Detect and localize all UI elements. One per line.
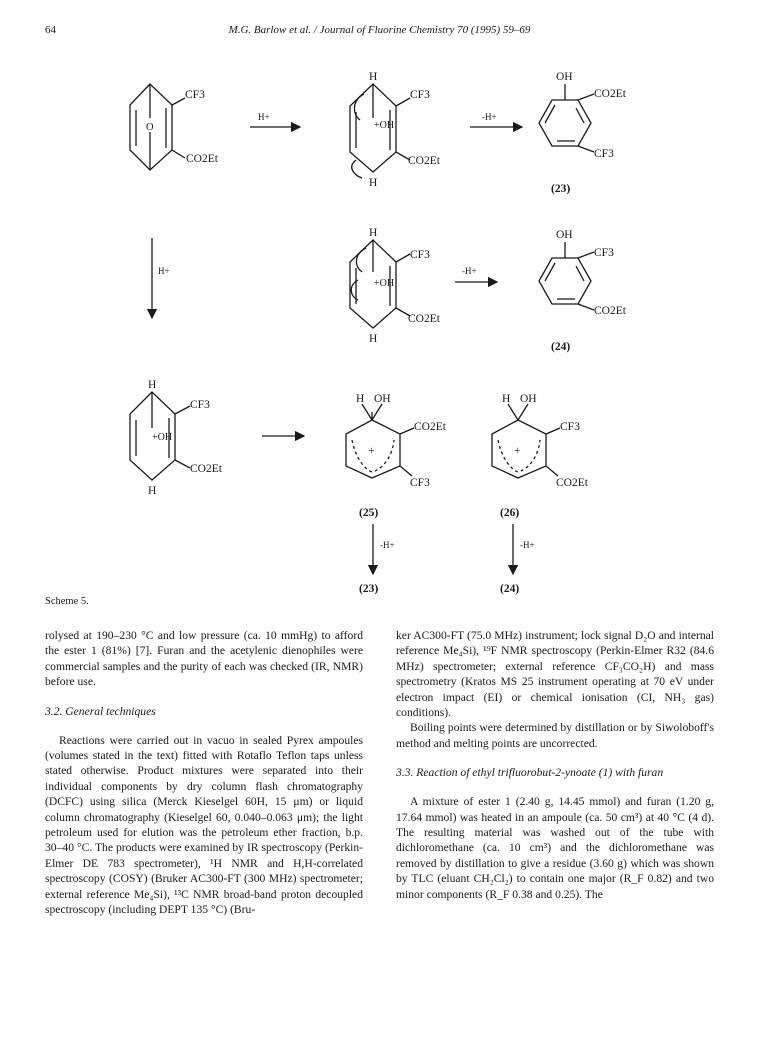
label-cf3-23: CF3 bbox=[594, 148, 614, 160]
label-cf3-b: CF3 bbox=[410, 249, 430, 261]
paragraph-general-techniques: Reactions were carried out in vacuo in sealed Pyrex ampoules (volumes stated in the text) fitted with Rotaflo Teflon taps unless stated otherwise. Product mixtures were separated into their individual components by dry column flash chromatography (DCFC) using silica (Merck Kieselgel 60H, 15 μm) or liquid column chromatography (Kieselgel 60, 0.040–0.063 μm); the light petroleum used for elution was the petroleum ether fraction, b.p. 30–40 °C. The products were examined by IR spectroscopy (Perkin-Elmer DE 783 spectrometer), ¹H NMR and H,H-correlated spectroscopy (COSY) (Bruker AC300-FT (300 MHz) spectrometer; external reference Me₄Si), ¹³C NMR broad-band proton decoupled spectroscopy (including DEPT 135 °C) (Bru- bbox=[45, 733, 363, 917]
label-h-25: H bbox=[356, 393, 365, 405]
label-co2et-a: CO2Et bbox=[408, 155, 440, 167]
label-co2et-26: CO2Et bbox=[556, 477, 588, 489]
label-cf3-start: CF3 bbox=[185, 89, 205, 101]
label-h-bottom-c: H bbox=[148, 485, 157, 497]
oxanorbornadiene-structure bbox=[130, 84, 185, 170]
scheme-caption: Scheme 5. bbox=[45, 596, 89, 607]
label-minus-hplus-2: -H+ bbox=[462, 266, 477, 276]
compound-23: (23) bbox=[551, 183, 571, 195]
label-cf3-25: CF3 bbox=[410, 477, 430, 489]
label-cf3-a: CF3 bbox=[410, 89, 430, 101]
label-h-bottom-a: H bbox=[369, 177, 378, 189]
label-minus-hplus-1: -H+ bbox=[482, 112, 497, 122]
label-co2et-start: CO2Et bbox=[186, 153, 218, 165]
label-h-top-c: H bbox=[148, 379, 157, 391]
label-co2et-c: CO2Et bbox=[190, 463, 222, 475]
oxonium-cation-a bbox=[350, 84, 410, 178]
label-minus-hplus-25: -H+ bbox=[380, 540, 395, 550]
label-oh-plus-a: +OH bbox=[374, 120, 395, 131]
phenol-ester-24 bbox=[539, 242, 594, 310]
label-oh-25: OH bbox=[374, 393, 391, 405]
label-plus-26: + bbox=[514, 445, 521, 457]
label-hplus-2: H+ bbox=[158, 266, 170, 276]
paragraph-spectroscopy: ker AC300-FT (75.0 MHz) instrument; lock signal D₂O and internal reference Me₄Si), ¹⁹F NMR spectroscopy (Perkin-Elmer R32 (84.6 MHz) spectrometer; external reference CF₃CO₂H) and mass spectrometry (Kratos MS 25 instrument operating at 70 eV under electron impact (EI) or chemical ionisation (CI, NH₃ gas) conditions). bbox=[396, 629, 714, 720]
section-heading-reaction-furan: 3.3. Reaction of ethyl trifluorobut-2-ynoate (1) with furan bbox=[396, 766, 664, 780]
label-o-bridge: O bbox=[146, 122, 154, 133]
section-heading-general-techniques: 3.2. General techniques bbox=[45, 704, 156, 718]
pentadienyl-cation-26 bbox=[492, 404, 560, 478]
label-oh-23: OH bbox=[556, 71, 573, 83]
compound-24: (24) bbox=[551, 341, 571, 353]
running-title: M.G. Barlow et al. / Journal of Fluorine Chemistry 70 (1995) 59–69 bbox=[228, 24, 531, 36]
label-oh-plus-c: +OH bbox=[152, 432, 173, 443]
label-h-26: H bbox=[502, 393, 511, 405]
paragraph-boiling-points: Boiling points were determined by distillation or by Siwoloboff's method and melting points are uncorrected. bbox=[396, 721, 714, 750]
label-co2et-25: CO2Et bbox=[414, 421, 446, 433]
label-h-top-a: H bbox=[369, 71, 378, 83]
label-minus-hplus-26: -H+ bbox=[520, 540, 535, 550]
compound-26: (26) bbox=[500, 507, 520, 519]
label-oh-24: OH bbox=[556, 229, 573, 241]
label-h-bottom-b: H bbox=[369, 333, 378, 345]
paragraph-reaction-furan: A mixture of ester 1 (2.40 g, 14.45 mmol) and furan (1.20 g, 17.64 mmol) was heated in an ampoule (ca. 50 cm³) at 40 °C (4 d). The resulting material was washed out of the tube with dichloromethane (ca. 10 cm³) and the dichloromethane was removed by distillation to give a residue (3.60 g) which was shown by TLC (eluant CH₂Cl₂) to contain one major (R_F 0.82) and two minor components (R_F 0.38 and 0.25). The bbox=[396, 795, 714, 901]
right-column bbox=[396, 628, 714, 902]
label-h-top-b: H bbox=[369, 227, 378, 239]
product-23-bottom: (23) bbox=[359, 583, 379, 595]
label-co2et-23: CO2Et bbox=[594, 88, 626, 100]
paragraph-pyrolysis: rolysed at 190–230 °C and low pressure (ca. 10 mmHg) to afford the ester 1 (81%) [7]. Furan and the acetylenic dienophiles were commercial samples and the purity of each was checked (IR, NMR) before use. bbox=[45, 629, 363, 689]
label-cf3-c: CF3 bbox=[190, 399, 210, 411]
label-oh-26: OH bbox=[520, 393, 537, 405]
label-co2et-24: CO2Et bbox=[594, 305, 626, 317]
label-co2et-b: CO2Et bbox=[408, 313, 440, 325]
left-column bbox=[45, 628, 363, 918]
product-24-bottom: (24) bbox=[500, 583, 520, 595]
pentadienyl-cation-25 bbox=[346, 404, 414, 478]
label-plus-25: + bbox=[368, 445, 375, 457]
label-oh-plus-b: +OH bbox=[374, 278, 395, 289]
label-hplus-1: H+ bbox=[258, 112, 270, 122]
compound-25: (25) bbox=[359, 507, 379, 519]
phenol-ester-23 bbox=[539, 84, 594, 152]
page-number: 64 bbox=[45, 24, 56, 36]
label-cf3-24: CF3 bbox=[594, 247, 614, 259]
label-cf3-26: CF3 bbox=[560, 421, 580, 433]
